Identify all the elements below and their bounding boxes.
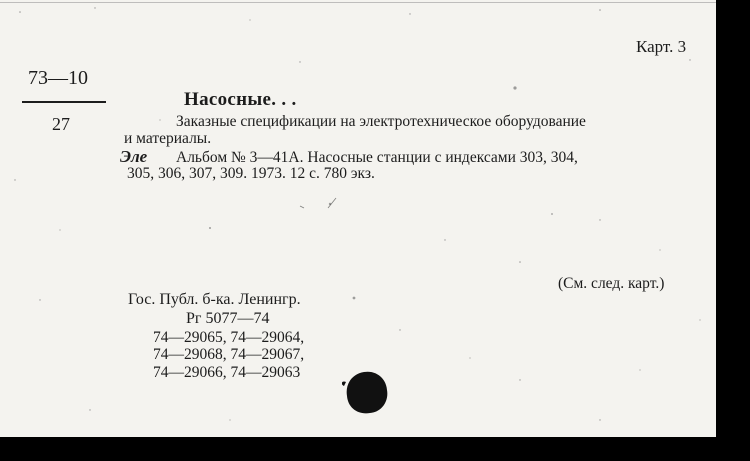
see-next-card-note: (См. след. карт.) — [558, 275, 665, 292]
shelfmark: Рг 5077—74 — [186, 310, 270, 327]
index-divider — [22, 101, 106, 103]
card-number: Карт. 3 — [636, 37, 687, 56]
entry-line-2: 305, 306, 307, 309. 1973. 12 с. 780 экз. — [127, 165, 375, 182]
author-mark: 27 — [52, 114, 70, 134]
subject-line-2: и материалы. — [124, 130, 212, 147]
cipher-line: 74—29068, 74—29067, — [153, 346, 305, 363]
card-heading: Насосные. . . — [184, 89, 297, 110]
entry-line-1: Альбом № 3—41А. Насосные станции с индексами 303, 304, — [176, 149, 578, 166]
card-top-rule — [0, 2, 716, 3]
classification-index: 73—10 — [28, 67, 88, 89]
ink-blot — [342, 368, 392, 416]
cipher-line: 74—29065, 74—29064, — [153, 329, 305, 346]
handwritten-mark: Эле — [120, 147, 148, 166]
subject-line-1: Заказные спецификации на электротехническое оборудование — [176, 113, 586, 130]
library-name: Гос. Публ. б-ка. Ленингр. — [128, 291, 301, 308]
cipher-line: 74—29066, 74—29063 — [153, 364, 301, 381]
